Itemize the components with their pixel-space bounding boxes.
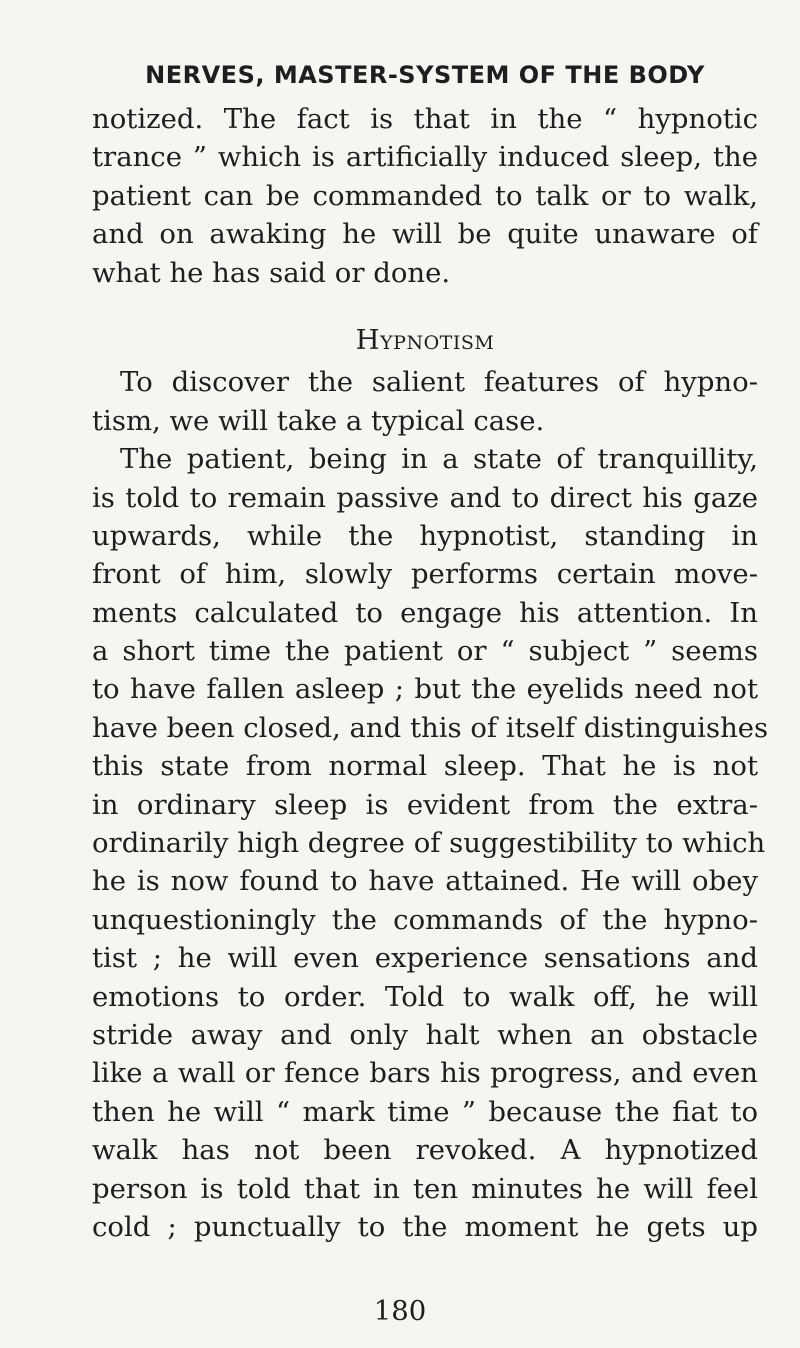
text-line: cold ; punctually to the moment he gets up — [92, 1210, 758, 1243]
book-page — [92, 50, 769, 1246]
text-line: notized. The fact is that in the “ hypnotic — [92, 103, 758, 135]
paragraph-2 — [92, 363, 758, 440]
text-line: then he will “ mark time ” because the fiat to — [92, 1095, 758, 1128]
text-line: person is told that in ten minutes he will feel — [92, 1172, 758, 1205]
text-line: patient can be commanded to talk or to walk, — [92, 179, 758, 212]
paragraph-1 — [92, 100, 758, 292]
text-line: The patient, being in a state of tranquillity, — [120, 443, 758, 476]
paragraph-3 — [92, 440, 769, 1246]
text-line: is told to remain passive and to direct his gaze — [92, 481, 758, 514]
text-line: stride away and only halt when an obstacle — [92, 1018, 758, 1051]
text-line: to have fallen asleep ; but the eyelids need not — [92, 673, 758, 706]
text-line: trance ” which is artificially induced sleep, the — [92, 141, 758, 174]
text-line: what he has said or done. — [92, 256, 451, 289]
text-line: this state from normal sleep. That he is not — [92, 750, 758, 783]
text-line: like a wall or fence bars his progress, and even — [92, 1057, 758, 1090]
text-line: ments calculated to engage his attention. In — [92, 596, 758, 629]
text-line: have been closed, and this of itself distinguishes — [92, 711, 769, 744]
text-line: tism, we will take a typical case. — [92, 404, 545, 437]
section-heading: Hypnotism — [355, 323, 495, 356]
text-line: and on awaking he will be quite unaware of — [92, 218, 758, 251]
text-line: unquestioningly the commands of the hypno- — [92, 903, 758, 936]
text-line: he is now found to have attained. He will obey — [92, 865, 758, 898]
text-line: emotions to order. Told to walk off, he will — [92, 980, 758, 1013]
text-line: ordinarily high degree of suggestibility to which — [92, 827, 766, 860]
text-line: To discover the salient features of hypno- — [120, 366, 758, 399]
text-line: a short time the patient or “ subject ” seems — [92, 635, 758, 668]
page-number: 180 — [373, 1295, 427, 1327]
text-line: tist ; he will even experience sensations and — [92, 942, 758, 975]
running-head: NERVES, MASTER-SYSTEM OF THE BODY — [145, 61, 705, 89]
text-line: in ordinary sleep is evident from the extra- — [92, 788, 758, 821]
text-line: upwards, while the hypnotist, standing in — [92, 519, 758, 552]
text-line: front of him, slowly performs certain move- — [92, 558, 758, 591]
text-line: walk has not been revoked. A hypnotized — [92, 1134, 758, 1167]
